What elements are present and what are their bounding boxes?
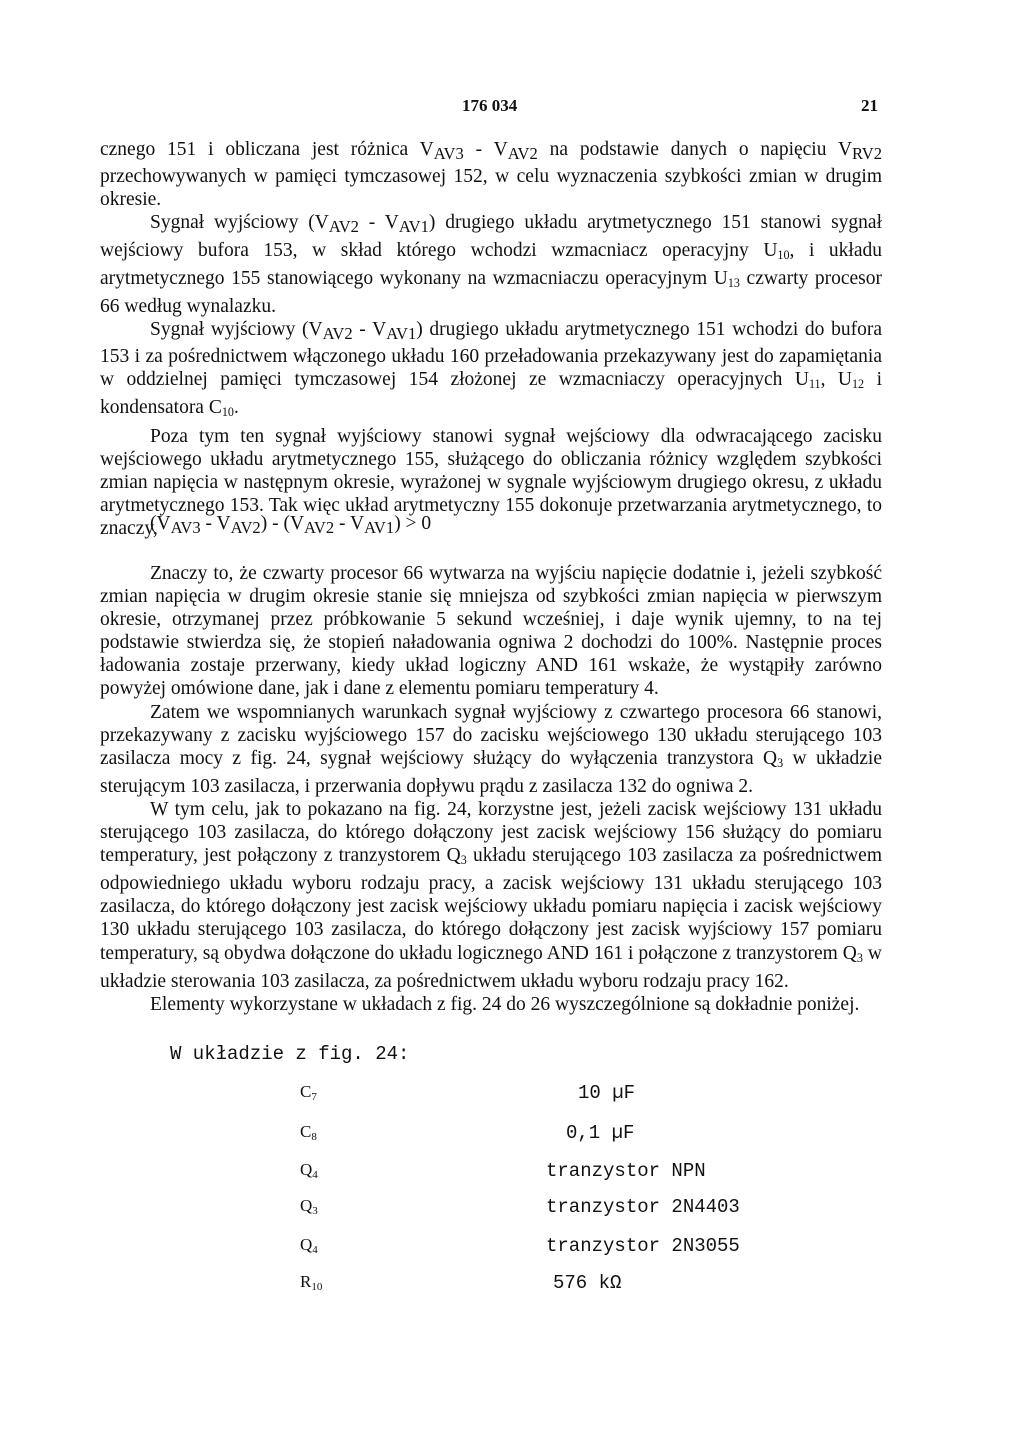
component-value: 0,1 µF [566,1122,635,1144]
component-symbol: $Q_4$ [300,1160,318,1181]
component-value: tranzystor NPN [546,1160,706,1182]
body-text-upper [100,138,882,540]
patent-number: 176 034 [462,96,518,115]
component-symbol: $C_7$ [300,1082,317,1103]
paragraph-3: Sygnał wyjściowy $(V_{AV2} - V_{AV1})$ drugiego układu arytmetycznego 151 wchodzi do bufora 153 i za pośrednictwem włączonego układu 160 przeładowania przekazywany jest do zapamiętania w oddzielnej pamięci tymczasowej 154 złożonej ze wzmacniaczy operacyjnych $U_{11}$, $U_{12}$ i kondensatora $C_{10}$. [100,318,882,420]
paragraph-6: Zatem we wspomnianych warunkach sygnał wyjściowy z czwartego procesora 66 stanowi, przekazywany z zacisku wyjściowego 157 do zacisku wejściowego 130 układu sterującego 103 zasilacza mocy z fig. 24, sygnał wejściowy służący do wyłączenia tranzystora $Q_3$ w układzie sterującym 103 zasilacza, i przerwania dopływu prądu z zasilacza 132 do ogniwa 2. [100,701,882,797]
component-value: tranzystor 2N3055 [546,1235,740,1257]
component-symbol: $Q_4$ [300,1235,318,1256]
component-value: 576 kΩ [553,1272,622,1294]
component-value: 10 µF [578,1082,636,1104]
paragraph-4: Poza tym ten sygnał wyjściowy stanowi sygnał wejściowy dla odwracającego zacisku wejściowego układu arytmetycznego 155, służącego do obliczania różnicy względem szybkości zmian napięcia w następnym okresie, wyrażonej w sygnale wyjściowym drugiego okresu, z układu arytmetycznego 153. Tak więc układ arytmetyczny 155 dokonuje przetwarzania arytmetycznego, to znaczy, [100,425,882,539]
inequality-formula: $(V_{AV3} - V_{AV2}) - (V_{AV2} - V_{AV1}) > 0$ [150,513,432,538]
component-list-title: W układzie z fig. 24: [170,1043,410,1065]
paragraph-5: Znaczy to, że czwarty procesor 66 wytwarza na wyjściu napięcie dodatnie i, jeżeli szybkość zmian napięcia w drugim okresie stanie się mniejsza od szybkości zmian napięcia w pierwszym okresie, otrzymanej przez próbkowanie 5 sekund wcześniej, i daje wynik ujemny, to na tej podstawie stwierdza się, że stopień naładowania ogniwa 2 dochodzi do 100%. Następnie proces ładowania zostaje przerwany, kiedy układ logiczny AND 161 wskaże, że wystąpiły zarówno powyżej omówione dane, jak i dane z elementu pomiaru temperatury 4. [100,563,882,700]
page-number: 21 [861,96,878,115]
component-value: tranzystor 2N4403 [546,1196,740,1218]
paragraph-2: Sygnał wyjściowy $(V_{AV2} - V_{AV1})$ drugiego układu arytmetycznego 151 stanowi sygnał wejściowy bufora 153, w skład którego wchodzi wzmacniacz operacyjny $U_{10}$, i układu arytmetycznego 155 stanowiącego wykonany na wzmacniaczu operacyjnym $U_{13}$ czwarty procesor 66 według wynalazku. [100,212,882,317]
component-symbol: $C_8$ [300,1122,317,1143]
paragraph-1: cznego 151 i obliczana jest różnica $V_{AV3} - V_{AV2}$ na podstawie danych o napięciu $V_{RV2}$ przechowywanych w pamięci tymczasowej 152, w celu wyznaczenia szybkości zmian w drugim okresie. [100,139,882,211]
paragraph-7: W tym celu, jak to pokazano na fig. 24, korzystne jest, jeżeli zacisk wejściowy 131 układu sterującego 103 zasilacza, do którego dołączony jest zacisk wejściowy 156 służący do pomiaru temperatury, jest połączony z tranzystorem $Q_3$ układu sterującego 103 zasilacza za pośrednictwem odpowiedniego układu wyboru rodzaju pracy, a zacisk wejściowy 131 układu sterującego 103 zasilacza, do którego dołączony jest zacisk wejściowy układu pomiaru napięcia i zacisk wejściowy 130 układu sterującego 103 zasilacza, do którego dołączony jest zacisk wyjściowy 157 pomiaru temperatury, są obydwa dołączone do układu logicznego AND 161 i połączone z tranzystorem $Q_3$ w układzie sterowania 103 zasilacza, za pośrednictwem układu wyboru rodzaju pracy 162. [100,798,882,992]
body-text-lower [100,562,882,1016]
component-symbol: $Q_3$ [300,1196,318,1217]
component-symbol: $R_{10}$ [300,1272,323,1293]
paragraph-8: Elementy wykorzystane w układach z fig. 24 do 26 wyszczególnione są dokładnie poniżej. [150,993,860,1015]
